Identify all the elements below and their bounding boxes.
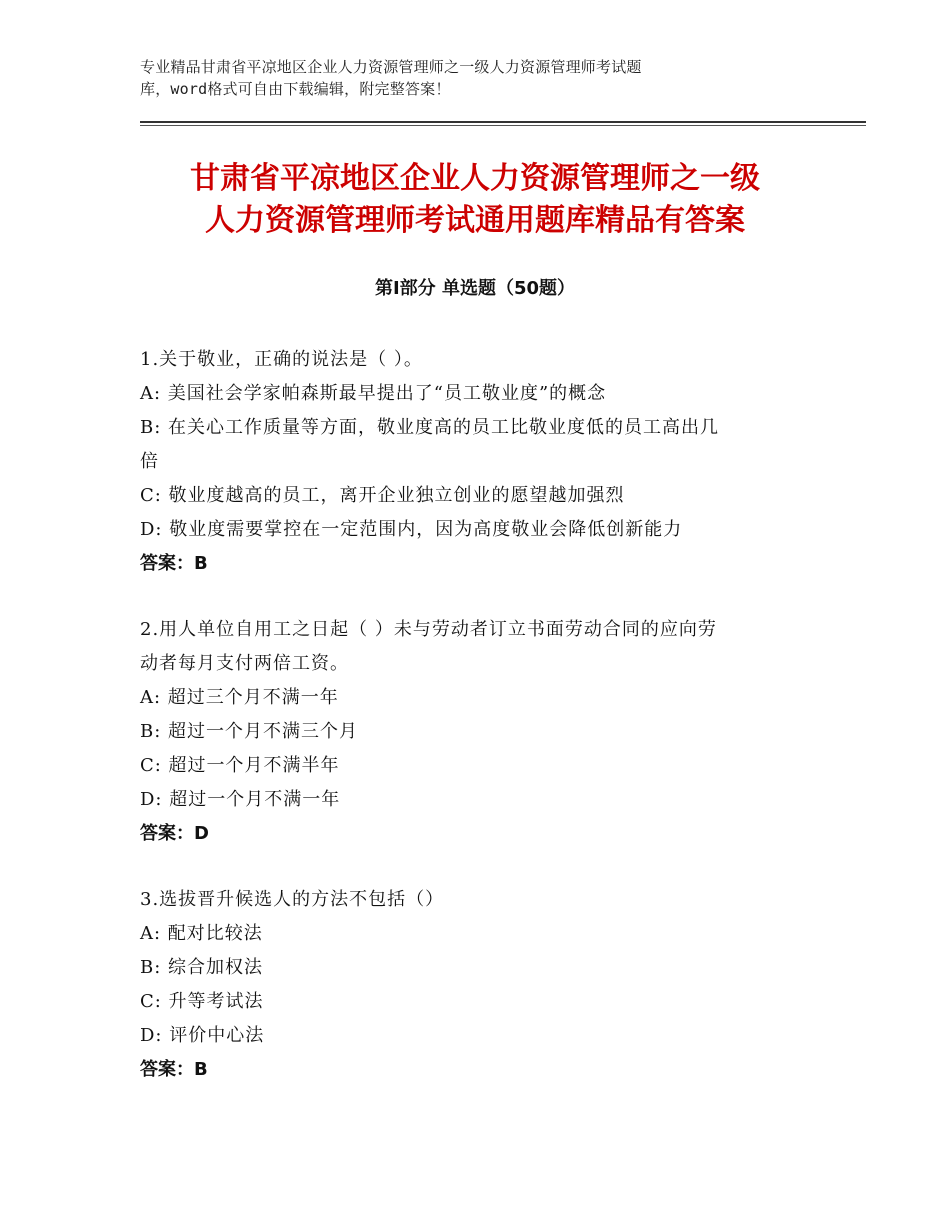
- question-option: 倍: [140, 451, 159, 472]
- question-option: C: 升等考试法: [140, 991, 264, 1012]
- header-divider-thick: [140, 121, 866, 123]
- section-title: 第Ⅰ部分 单选题（50题）: [374, 278, 575, 299]
- header-divider-thin: [140, 125, 866, 126]
- question-option: B: 在关心工作质量等方面，敬业度高的员工比敬业度低的员工高出几: [140, 417, 720, 438]
- answer-label: 答案：D: [140, 823, 209, 844]
- question-stem: 动者每月支付两倍工资。: [140, 653, 349, 674]
- question-option: B: 综合加权法: [140, 957, 264, 978]
- question-option: B: 超过一个月不满三个月: [140, 721, 359, 742]
- question-stem: 1.关于敬业，正确的说法是（ ）。: [140, 349, 423, 370]
- question-option: C: 敬业度越高的员工，离开企业独立创业的愿望越加强烈: [140, 485, 625, 506]
- document-title-line: 人力资源管理师考试通用题库精品有答案: [205, 203, 745, 238]
- header-note: [140, 56, 800, 100]
- answer-label: 答案：B: [140, 553, 208, 574]
- question-option: A: 超过三个月不满一年: [140, 687, 339, 708]
- answer-label: 答案：B: [140, 1059, 208, 1080]
- question-option: D: 评价中心法: [140, 1025, 265, 1046]
- question-option: A: 配对比较法: [140, 923, 263, 944]
- question-option: C: 超过一个月不满半年: [140, 755, 340, 776]
- question-option: A: 美国社会学家帕森斯最早提出了“员工敬业度”的概念: [140, 383, 607, 404]
- document-title: [100, 158, 850, 242]
- question-option: D: 敬业度需要掌控在一定范围内，因为高度敬业会降低创新能力: [140, 519, 683, 540]
- question-list: [140, 343, 820, 1119]
- question-item: [140, 883, 820, 1087]
- header-note-line: 专业精品甘肃省平凉地区企业人力资源管理师之一级人力资源管理师考试题: [140, 58, 642, 76]
- question-item: [140, 613, 820, 851]
- question-stem: 2.用人单位自用工之日起（ ）未与劳动者订立书面劳动合同的应向劳: [140, 619, 717, 640]
- header-note-line: 库，word格式可自由下载编辑，附完整答案！: [140, 80, 451, 98]
- question-item: [140, 343, 820, 581]
- question-stem: 3.选拔晋升候选人的方法不包括（）: [140, 889, 445, 910]
- question-option: D: 超过一个月不满一年: [140, 789, 341, 810]
- document-title-line: 甘肃省平凉地区企业人力资源管理师之一级: [190, 161, 760, 196]
